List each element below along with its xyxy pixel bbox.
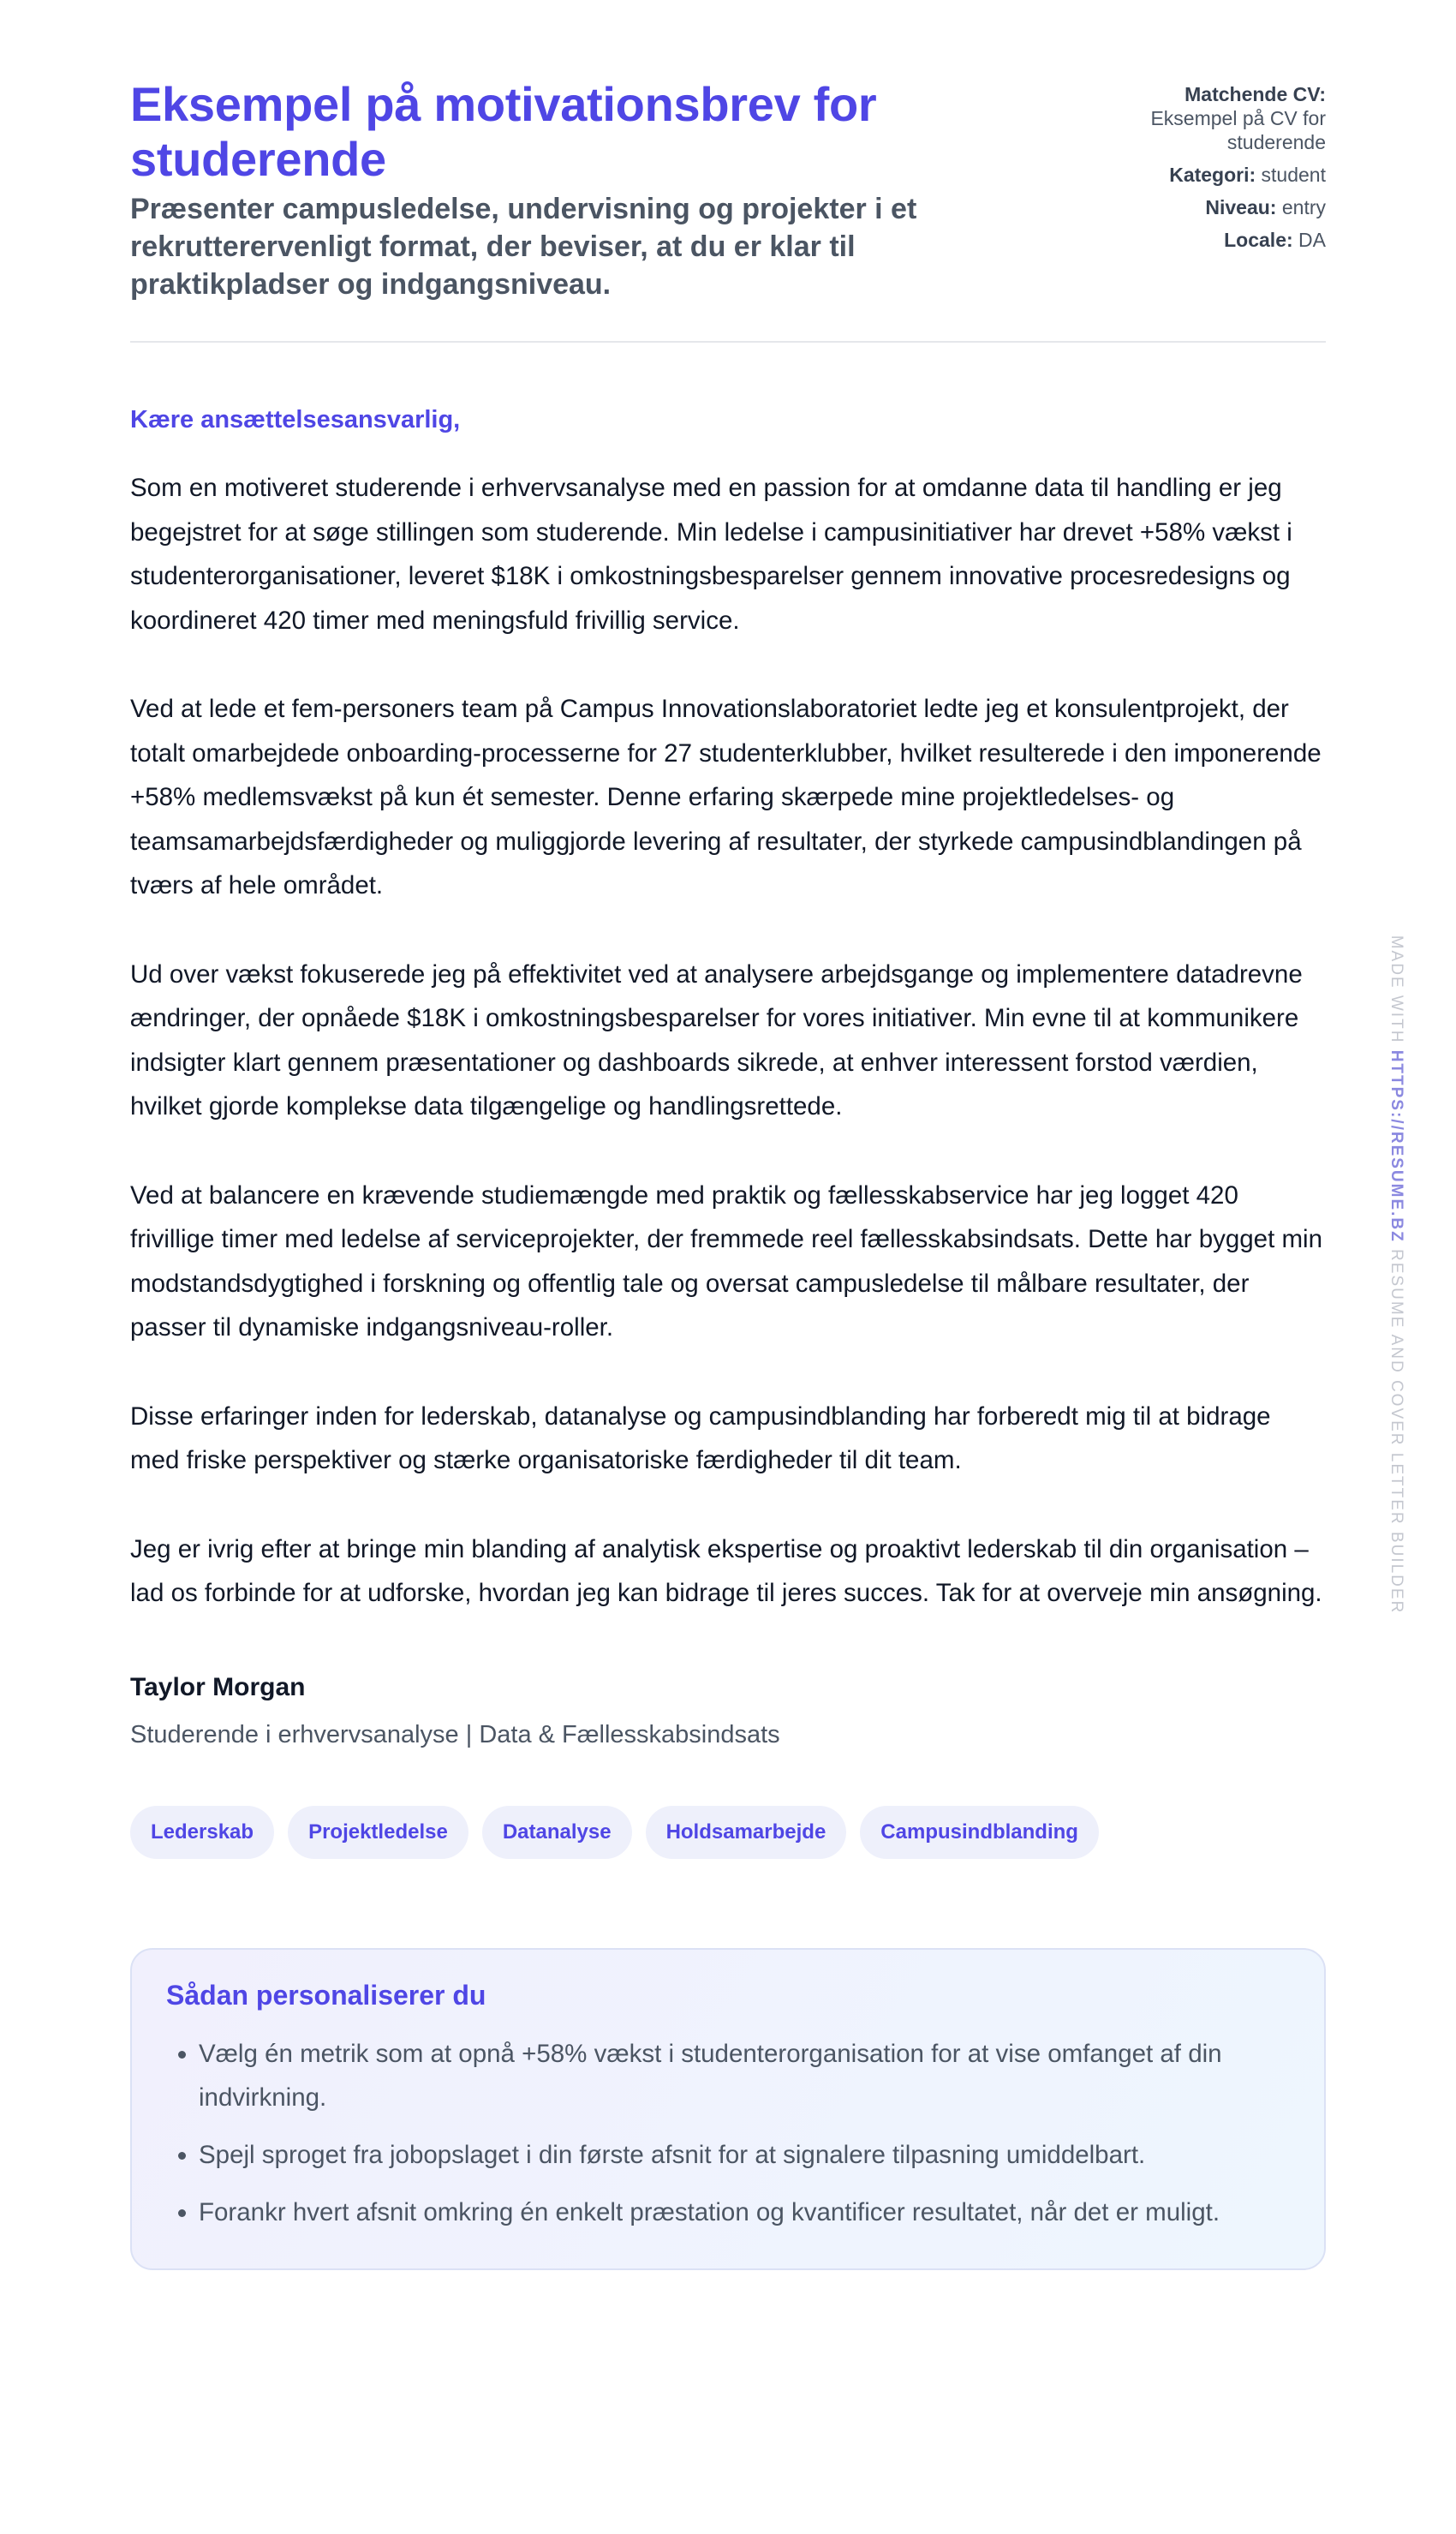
side-credit [1387, 935, 1405, 1615]
side-credit-suffix: RESUME AND COVER LETTER BUILDER [1387, 1242, 1405, 1615]
meta-locale [1103, 228, 1326, 252]
skill-tag: Holdsamarbejde [646, 1806, 847, 1859]
meta-locale-label: Locale: [1224, 229, 1293, 251]
letter-body [130, 466, 1326, 1616]
skill-tag: Datanalyse [482, 1806, 632, 1859]
skill-tags [130, 1806, 1326, 1859]
tip-item: • Forankr hvert afsnit omkring én enkelt præstation og kvantificer resultatet, når det er muligt. [199, 2190, 1290, 2234]
skill-tag: Lederskab [130, 1806, 274, 1859]
letter-paragraph: Ved at lede et fem-personers team på Campus Innovationslaboratoriet ledte jeg et konsulentprojekt, der totalt omarbejdede onboarding-processerne for 27 studenterklubber, hvilket resulterede i den imponerende +58% medlemsvækst på kun ét semester. Denne erfaring skærpede mine projektledelses- og teamsamarbejdsfærdigheder og muliggjorde levering af resultater, der styrkede campusindblandingen på tværs af hele området. [130, 695, 1322, 899]
signature-block [130, 1670, 1326, 1751]
signature-name: Taylor Morgan [130, 1672, 306, 1701]
meta-locale-value: DA [1298, 229, 1326, 251]
header-title-block [130, 77, 995, 303]
letter-paragraph: Som en motiveret studerende i erhvervsanalyse med en passion for at omdanne data til handling er jeg begejstret for at søge stillingen som studerende. Min ledelse i campusinitiativer har drevet +58% vækst i studenterorganisationer, leveret $18K i omkostningsbesparelser gennem innovative procesredesigns og koordineret 420 timer med meningsfuld frivillig service. [130, 474, 1292, 635]
skill-tag: Projektledelse [288, 1806, 468, 1859]
meta-matching-cv [1103, 82, 1326, 154]
side-credit-link[interactable]: HTTPS://RESUME.BZ [1387, 1049, 1405, 1243]
letter-paragraph: Jeg er ivrig efter at bringe min blanding af analytisk ekspertise og proaktivt lederskab til din organisation – lad os forbinde for at udforske, hvordan jeg kan bidrage til jeres succes. Tak for at overveje min ansøgning. [130, 1534, 1322, 1607]
letter-paragraph: Ud over vækst fokuserede jeg på effektivitet ved at analysere arbejdsgange og implementere datadrevne ændringer, der opnåede $18K i omkostningsbesparelser for vores initiativer. Min evne til at kommunikere indsigter klart gennem præsentationer og dashboards sikrede, at enhver interessent forstod værdien, hvilket gjorde komplekse data tilgængelige og handlingsrettede. [130, 959, 1303, 1121]
meta-level [1103, 195, 1326, 219]
tips-list [166, 2032, 1290, 2234]
tip-item: • Vælg én metrik som at opnå +58% vækst i studenterorganisation for at vise omfanget af din indvirkning. [199, 2032, 1290, 2119]
meta-category [1103, 163, 1326, 187]
meta-cv-label: Matchende CV: [1184, 83, 1326, 105]
tip-item: • Spejl sproget fra jobopslaget i din første afsnit for at signalere tilpasning umiddelbart. [199, 2133, 1290, 2177]
meta-category-label: Kategori: [1169, 164, 1256, 186]
signature-title: Studerende i erhvervsanalyse | Data & Fællesskabsindsats [130, 1720, 780, 1748]
meta-category-value: student [1261, 164, 1326, 186]
tips-title: Sådan personaliserer du [166, 1979, 486, 2011]
skill-tag: Campusindblanding [860, 1806, 1099, 1859]
letter-paragraph: Disse erfaringer inden for lederskab, datanalyse og campusindblanding har forberedt mig til at bidrage med friske perspektiver og stærke organisatoriske færdigheder til dit team. [130, 1401, 1271, 1474]
page-header [130, 77, 1326, 343]
meta-cv-value: Eksempel på CV for studerende [1150, 107, 1326, 153]
meta-level-label: Niveau: [1205, 196, 1277, 218]
letter-paragraph: Ved at balancere en krævende studiemængde med praktik og fællesskabservice har jeg logget 420 frivillige timer med ledelse af serviceprojekter, der fremmede reel fællesskabsindsats. Dette har bygget min modstandsdygtighed i forskning og offentlig tale og oversat campusledelse til målbare resultater, der passer til dynamiske indgangsniveau-roller. [130, 1180, 1323, 1342]
page-subtitle: Præsenter campusledelse, undervisning og projekter i et rekrutterervenligt format, der beviser, at du er klar til praktikpladser og indgangsniveau. [130, 193, 917, 301]
meta-level-value: entry [1281, 196, 1326, 218]
page-title: Eksempel på motivationsbrev for studerende [130, 77, 877, 186]
letter-salutation: Kære ansættelsesansvarlig, [130, 406, 461, 433]
cover-letter-page [130, 77, 1326, 2270]
meta-panel [1103, 77, 1326, 260]
personalization-tips-box [130, 1948, 1326, 2270]
side-credit-prefix: MADE WITH [1387, 935, 1405, 1050]
